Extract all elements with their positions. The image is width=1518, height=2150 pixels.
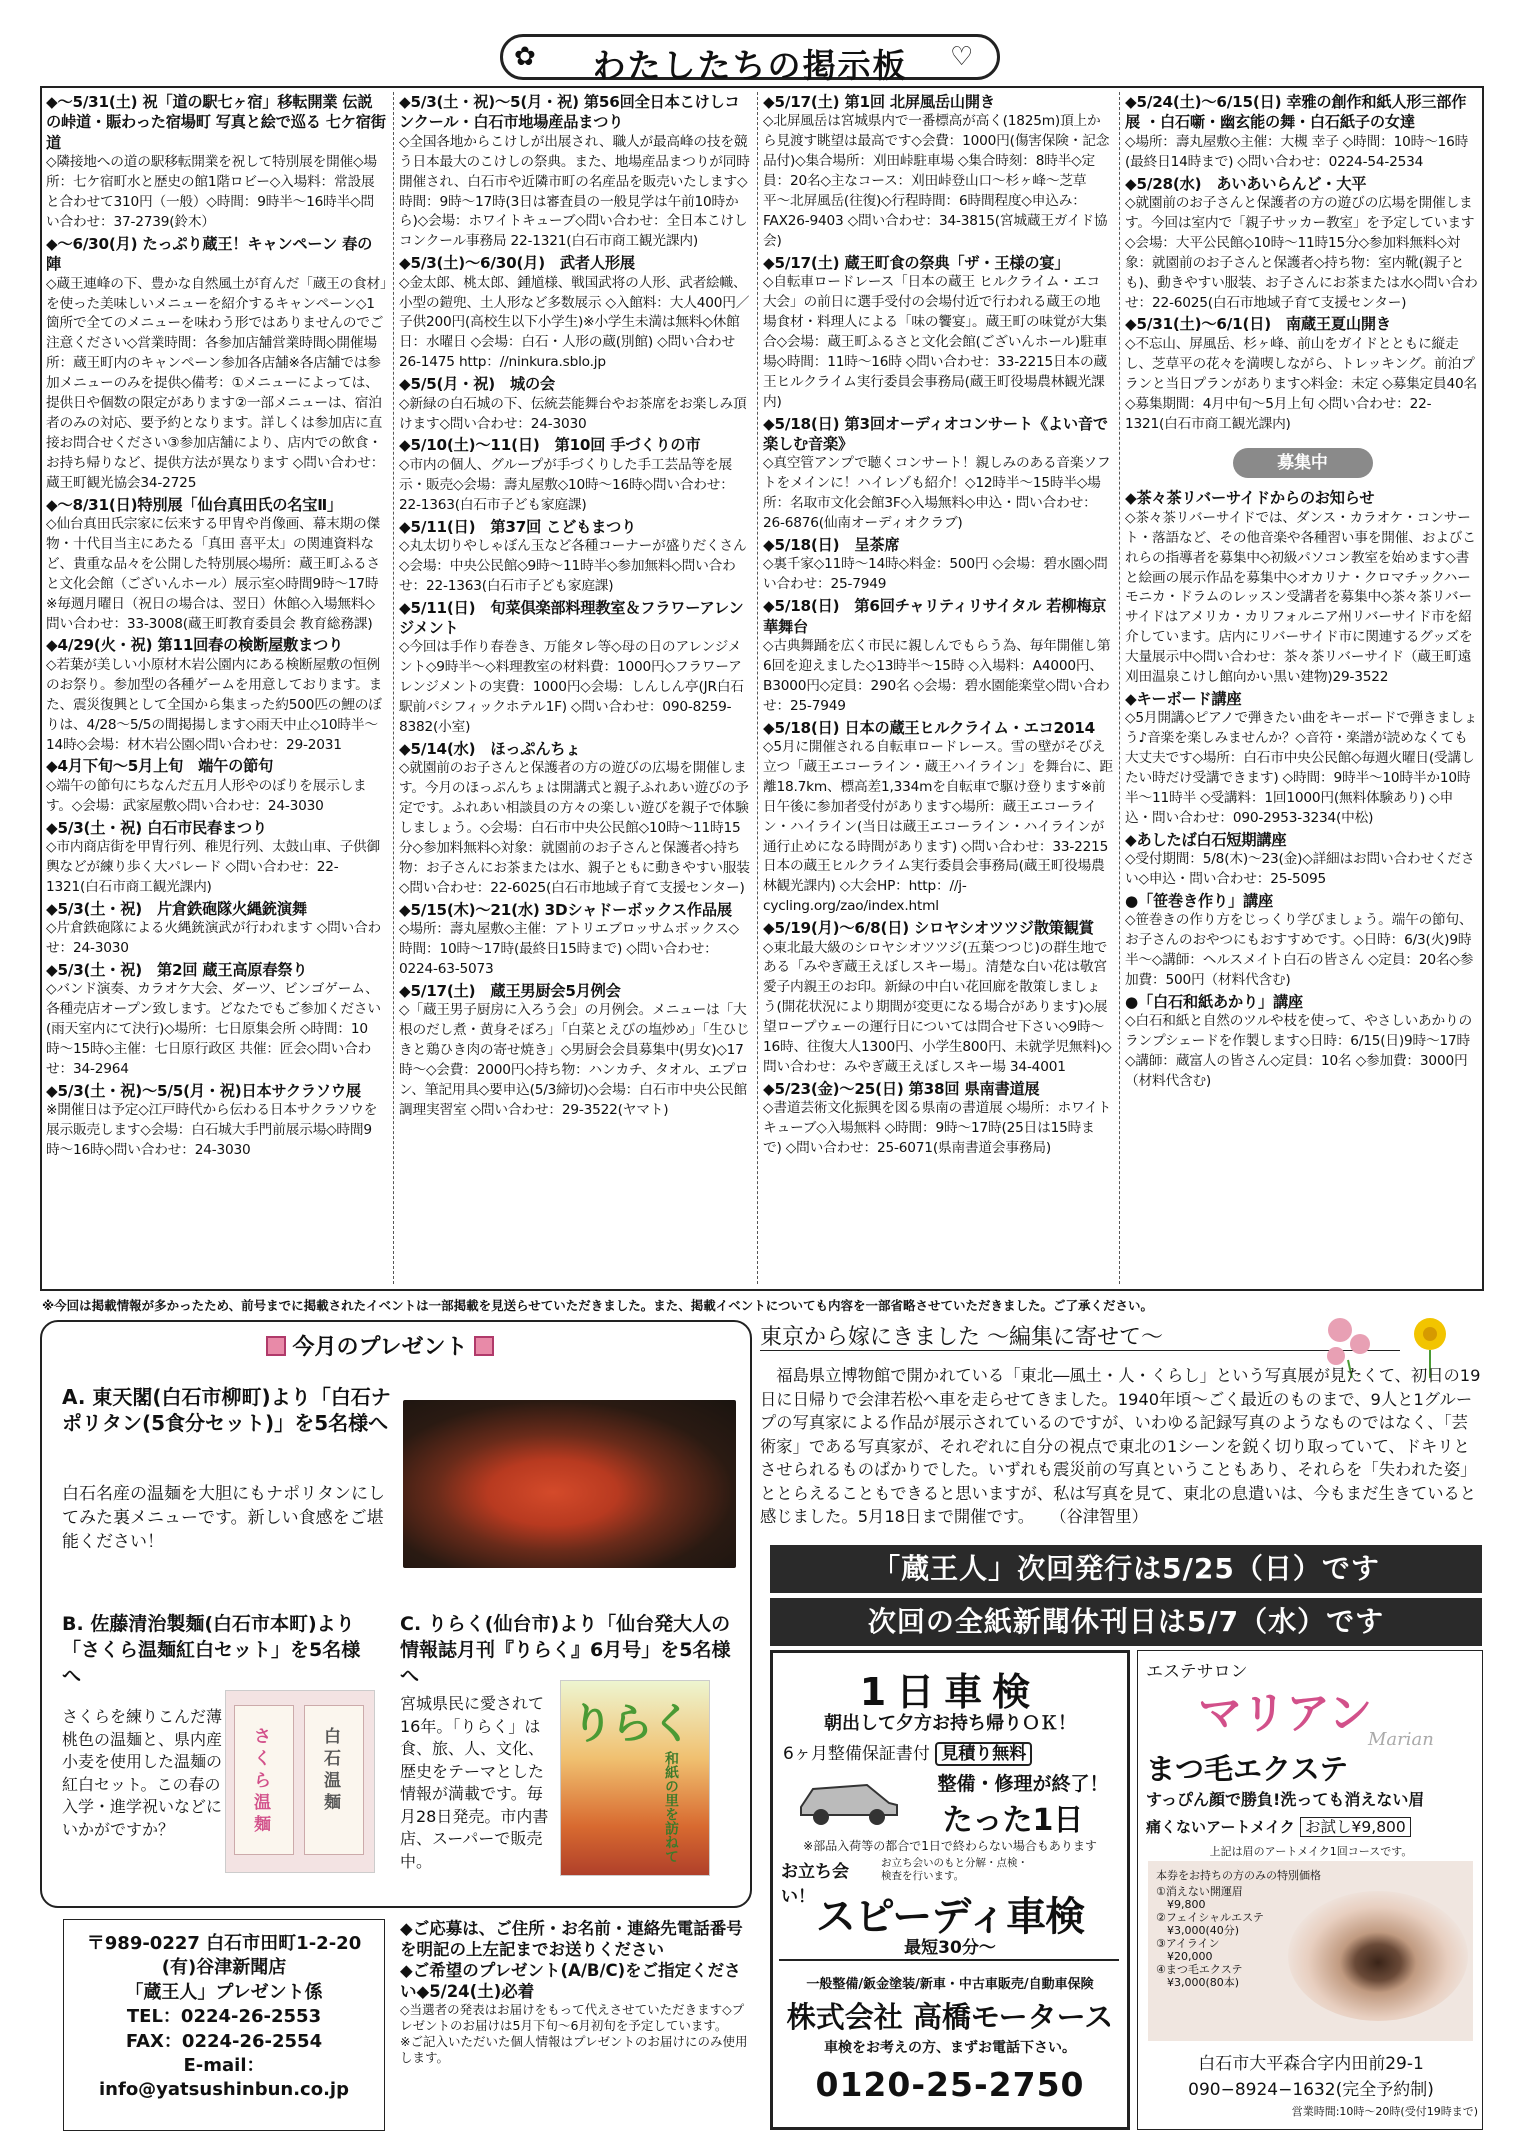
event-body: ◇古典舞踊を広く市民に親しんでもらう為、毎年開催し第6回を迎えました◇13時半〜15時 ◇入場料：A4000円、B3000円◇定員：290名 ◇会場：碧水園能楽堂◇問い合わせ：25-7949 (763, 637, 1111, 714)
event-item (399, 900, 751, 980)
event-item (399, 92, 751, 252)
event-body: ◇場所：壽丸屋敷◇主催：大槻 幸子 ◇時間：10時〜16時(最終日14時まで) ◇問い合わせ：0224-54-2534 (1125, 133, 1469, 170)
ad-headline: スピーディ車検 (815, 1894, 1085, 1940)
gift-icon (266, 1336, 286, 1356)
event-title: ◆4月下旬〜5月上旬 端午の節句 (46, 757, 274, 776)
event-body: ◇就園前のお子さんと保護者の方の遊びの広場を開催します。今回は室内で「親子サッカー教室」を予定しています◇会場：大平公民館◇10時〜11時15分◇参加料無料◇対象：就園前のお子さんと保護者◇持ち物：室内靴(親子とも)、動きやすい服装、お子さんにお茶または水◇問い合わせ：22-6025(白石市地域子育て支援センター) (1125, 195, 1478, 311)
price-item: ①消えない開運眉 (1156, 1885, 1243, 1898)
event-title: ◆5/3(土・祝)〜5/5(月・祝)日本サクラソウ展 (46, 1081, 361, 1100)
event-body: ◇市内の個人、グループが手づくりした手工芸品等を展示・販売◇会場：壽丸屋敷◇10時〜16時◇問い合わせ：22-1363(白石市子ども家庭課) (399, 456, 734, 513)
event-title: ◆5/31(土)〜6/1(日) 南蔵王夏山開き (1125, 315, 1391, 334)
event-item (1125, 314, 1480, 434)
flower-icon: ✿ (514, 42, 536, 72)
ad-text: ※部品入荷等の都合で1日で終わらない場合もあります (803, 1839, 1097, 1853)
event-body: ◇今回は手作り春巻き、万能タレ等◇母の日のアレンジメント◇9時半〜◇料理教室の材料費：1000円◇フラワーアレンジメントの実費：1000円◇会場：しんしん亭(JR白石駅前パシフィックホテル1F) ◇問い合わせ：090-8259-8382(小室) (399, 639, 744, 736)
event-item (1125, 891, 1480, 991)
ad-text: エステサロン (1146, 1662, 1248, 1682)
price-item: ③アイライン (1156, 1937, 1220, 1950)
event-title: ◆5/3(土・祝) 第2回 蔵王高原春祭り (46, 960, 308, 979)
editorial-body: 福島県立博物館で開かれている「東北―風土・人・くらし」という写真展が見たくて、初日の19日に日帰りで会津若松へ車を走らせてきました。1940年頃〜ごく最近のものまで、9人と1グループの写真家による作品が展示されているのですが、いわゆる記録写真のようなものではなく、「芸術家」である写真家が、それぞれに自分の視点で東北の1シーンを鋭く切り取っていて、ドキリとさせられるものばかりでした。いずれも震災前の写真ということもあり、それらを「失われた姿」ととらえることもできると思いますが、私は写真を見て、東北の息遣いは、今もまだ生きていると感じました。5月18日まで開催です。 （谷津智里） (760, 1366, 1481, 1526)
eye-image (1288, 1891, 1468, 2021)
event-body: ◇新緑の白石城の下、伝統芸能舞台やお茶席をお楽しみ頂けます◇問い合わせ：24-3030 (399, 395, 747, 432)
column-divider (393, 92, 394, 1284)
salon-address: 白石市大平森合字内田前29-1 (1198, 2054, 1424, 2074)
event-item (1125, 92, 1480, 173)
event-item (1125, 992, 1480, 1092)
event-title: ◆キーボード講座 (1125, 689, 1242, 708)
present-a-title: A. 東天閣(白石市柳町)より「白石ナポリタン(5食分セット)」を5名様へ (62, 1385, 391, 1435)
event-title: ◆茶々茶リバーサイドからのお知らせ (1125, 489, 1375, 508)
event-item (46, 960, 387, 1080)
address-email[interactable]: E-mail：info@yatsushinbun.co.jp (99, 2055, 349, 2101)
event-body: ◇片倉鉄砲隊による火縄銃演武が行われます ◇問い合わせ：24-3030 (46, 920, 382, 957)
event-body: ◇若葉が美しい小原材木岩公園内にある検断屋敷の恒例のお祭り。参加型の各種ゲームを用意しております。また、震災復興として全国から集まった約500匹の鯉のぼりは、4/28〜5/5の間掲揚します◇雨天中止◇10時半〜14時◇会場：材木岩公園◇問い合わせ：29-2031 (46, 656, 383, 753)
event-item (399, 253, 751, 373)
event-body: ◇蔵王連峰の下、豊かな自然風土が育んだ「蔵王の食材」を使った美味しいメニューを紹介するキャンペーン◇1箇所で全てのメニューを味わう形ではありませんのでご注意ください◇営業時間：各参加店舗営業時間◇開催場所：蔵王町内のキャンペーン参加各店舗※各店舗では参加メニューのみを提供◇備考：①メニューによっては、提供日や個数の限定があります②一部メニューは、宿泊者のみの対応、要予約となります。詳しくは参加店に直接お問合せください③参加店舗により、店内での飲食・お持ち帰りなど、提供方法が異なります ◇問い合わせ：蔵王町観光協会34-2725 (46, 275, 387, 491)
price-item: ②フェイシャルエステ (1156, 1911, 1264, 1924)
event-column-3 (763, 92, 1113, 1284)
event-body: ◇茶々茶リバーサイドでは、ダンス・カラオケ・コンサート・落語など、その他音楽や各種習い事を開催、およびこれらの指導者を募集中◇初級パソコン教室を始めます◇書と絵画の展示作品を募集中◇オカリナ・クロマチックハーモニカ・ドラムのレッスン受講者を募集中◇茶々茶リバーサイドはアメリカ・カリフォルニア州リバーサイド市を紹介しています。店内にリバーサイド市に関連するグッズを大量展示中◇問い合わせ：茶々茶リバーサイド（蔵王町遠刈田温泉こけし館向かい黒い建物)29-3522 (1125, 509, 1476, 686)
event-body: ◇書道芸術文化振興を図る県南の書道展 ◇場所：ホワイトキューブ◇入場無料 ◇時間：9時〜17時(25日は15時まで) ◇問い合わせ：25-6071(県南書道会事務局) (763, 1100, 1112, 1157)
address-tel: TEL：0224-26-2553 (126, 2006, 322, 2028)
event-body: ◇金太郎、桃太郎、鍾馗様、戦国武将の人形、武者絵幟、小型の鎧兜、土人形など多数展示 ◇入館料：大人400円／子供200円(高校生以下小学生)※小学生未満は無料◇休館日：水曜日 ◇会場：白石・人形の蔵(別館) ◇問い合わせ26-1475 http：//ninkura.sblo.jp (399, 274, 750, 371)
car-icon (793, 1773, 903, 1827)
event-title: ●「笹巻き作り」講座 (1125, 892, 1273, 911)
ad-text: お立ち会いのもと分解・点検・検査を行います。 (881, 1857, 1028, 1882)
event-item (763, 596, 1113, 716)
shaken-ad (770, 1650, 1130, 2130)
event-title: ◆5/18(日) 第3回オーディオコンサート《よい音で楽しむ音楽》 (763, 414, 1108, 453)
event-title: ◆5/3(土・祝) 片倉鉄砲隊火縄銃演舞 (46, 899, 307, 918)
event-body: ◇丸太切りやしゃぼん玉など各種コーナーが盛りだくさん◇会場：中央公民館◇9時〜11時半◇参加無料◇問い合わせ：22-1363(白石市子ども家庭課) (399, 537, 747, 594)
somen-package-photo (225, 1690, 375, 1873)
board-header (500, 30, 1000, 86)
ad-text: 車検をお考えの方、まずお電話下さい。 (824, 2040, 1076, 2056)
event-item (763, 918, 1113, 1078)
event-title: ◆5/15(木)〜21(水) 3Dシャドーボックス作品展 (399, 900, 732, 919)
magazine-cover (560, 1680, 710, 1876)
present-b-title: B. 佐藤清治製麺(白石市本町)より「さくら温麺紅白セット」を5名様へ (62, 1613, 361, 1687)
event-title: ◆あしたば白石短期講座 (1125, 830, 1287, 849)
event-title: ◆5/3(土・祝) 白石市民春まつり (46, 818, 267, 837)
ad-text: 整備・修理が終了！ (937, 1773, 1109, 1795)
event-item (763, 1079, 1113, 1159)
event-item (763, 253, 1113, 413)
event-item (46, 234, 387, 494)
present-a-body: 白石名産の温麺を大胆にもナポリタンにしてみた裏メニューです。新しい食感をご堪能ください！ (62, 1484, 385, 1552)
event-column-2 (399, 92, 751, 1284)
event-item (1125, 488, 1480, 688)
ad-text: たった1日 (942, 1803, 1084, 1838)
event-title: ◆5/28(水) あいあいらんど・大平 (1125, 174, 1367, 193)
price-item: ¥20,000 (1156, 1950, 1213, 1963)
event-column-4 (1125, 92, 1480, 1284)
heart-icon: ♡ (950, 42, 974, 72)
salon-phone[interactable]: 090−8924−1632(完全予約制) (1188, 2080, 1434, 2100)
ad-headline: 1日車検 (859, 1670, 1041, 1714)
event-title: ◆5/23(金)〜25(日) 第38回 県南書道展 (763, 1079, 1040, 1098)
event-title: ◆5/3(土・祝)〜5(月・祝) 第56回全日本こけしコンクール・白石市地場産品まつり (399, 93, 740, 132)
gift-icon (474, 1336, 494, 1356)
event-item (399, 435, 751, 515)
magazine-title: りらく (571, 1699, 692, 1748)
event-body: ◇バンド演奏、カラオケ大会、ダーツ、ビンゴゲーム、各種売店オープン致します。どなたでもご参加ください(雨天室内にて決行)◇場所：七日原集会所 ◇時間：10時〜15時◇主催：七日原行政区 共催：匠会◇問い合わせ：34-2964 (46, 981, 381, 1077)
event-title: ◆4/29(火・祝) 第11回春の検断屋敷まつり (46, 636, 344, 655)
apply-note: ◇当選者の発表はお届けをもって代えさせていただきます◇プレゼントのお届けは5月下旬〜6月初旬を予定しています。 (400, 2002, 745, 2033)
event-item (399, 517, 751, 597)
event-body: ◇5月開講◇ピアノで弾きたい曲をキーボードで弾きましょう♪音楽を楽しみませんか？◇音符・楽譜が読めなくても大丈夫です◇場所：白石市中央公民館◇毎週火曜日(受講したい時だけ受講できます) ◇時間：9時半〜10時半か10時半〜11時半 ◇受講料：1回1000円(無料体験あり) ◇申込・問い合わせ：090-2953-3234(中松) (1125, 710, 1478, 826)
salon-hours: 営業時間:10時〜20時(受付19時まで) (1291, 2105, 1478, 2118)
price-item: ④まつ毛エクステ (1156, 1963, 1243, 1976)
event-item (763, 414, 1113, 534)
ad-text: 一般整備/鈑金塗装/新車・中古車販売/自動車保険 (806, 1977, 1094, 1992)
event-title: ◆5/11(日) 第37回 こどもまつり (399, 517, 637, 536)
column-divider (757, 92, 758, 1284)
event-item (46, 756, 387, 816)
event-title: ◆〜6/30(月) たっぷり蔵王！キャンペーン 春の陣 (46, 234, 373, 274)
event-item (399, 739, 751, 899)
present-c-body: 宮城県民に愛されて16年。「りらく」は食、旅、人、文化、歴史をテーマとした情報が満載です。毎月28日発売。市内書店、スーパーで販売中。 (400, 1694, 549, 1871)
magazine-subtitle: 和紙の里を訪ねて (663, 1751, 679, 1863)
event-body: ◇自転車ロードレース「日本の蔵王 ヒルクライム・エコ大会」の前日に選手受付の会場付近で行われる蔵王の地場食材・料理人による「味の饗宴」。蔵王町の味覚が大集合◇会場：蔵王町ふるさと文化会館(ございんホール)駐車場◇時間：11時〜16時 ◇問い合わせ：33-2215日本の蔵王ヒルクライム実行委員会事務局(蔵王町役場農林観光課内) (763, 274, 1108, 410)
ad-text: お立ち会い！ (781, 1862, 849, 1907)
event-item (1125, 174, 1480, 314)
event-body: ◇不忘山、屏風岳、杉ヶ峰、前山をガイドとともに縦走し、芝草平の花々を満喫しながら、トレッキング。前泊プランと当日プランがあります◇料金：未定 ◇募集定員40名◇募集期間：4月中旬〜5月上旬 ◇問い合わせ：22-1321(白石市商工観光課内) (1125, 335, 1478, 432)
event-body: ◇笹巻きの作り方をじっくり学びましょう。端午の節句、お子さんのおやつにもおすすめです。◇日時：6/3(火)9時半〜◇講師：ヘルスメイト白石の皆さん ◇定員：20名◇参加費：500円（材料代含む) (1125, 912, 1474, 989)
event-item (46, 92, 387, 233)
ad-company: 株式会社 高橋モータース (786, 2000, 1114, 2034)
event-title: ◆5/24(土)〜6/15(日) 幸雅の創作和紙人形三部作展 ・白石噺・幽玄能の舞・白石紙子の女達 (1125, 93, 1467, 132)
eyelash-photo: 本券をお持ちの方のみの特別価格 ①消えない開運眉 ¥9,800 ②フェイシャルエステ ¥3,000(40分) ③アイライン ¥20,000 ④まつ毛エクステ ¥3,000(80本) (1148, 1861, 1473, 2041)
event-title: ◆5/18(日) 第6回チャリティリサイタル 若柳梅京華舞台 (763, 597, 1107, 636)
notice-text: ※今回は掲載情報が多かったため、前号までに掲載されたイベントは一部掲載を見送らせていただきました。また、掲載イベントについても内容を一部省略させていただきました。ご了承ください。 (42, 1298, 1154, 1313)
ad-headline: まつ毛エクステ (1146, 1752, 1349, 1786)
event-body: ◇場所：壽丸屋敷◇主催：アトリエブロッサムボックス◇時間：10時〜17時(最終日15時まで) ◇問い合わせ：0224-63-5073 (399, 921, 739, 977)
event-body: ◇端午の節句にちなんだ五月人形やのぼりを展示します。◇会場：武家屋敷◇問い合わせ：24-3030 (46, 777, 367, 814)
event-title: ◆5/14(水) ほっぷんちょ (399, 740, 581, 758)
ad-text: 朝出して夕方お持ち帰りＯＫ！ (824, 1713, 1076, 1734)
event-body: ◇白石和紙と自然のツルや枝を使って、やさしいあかりのランプシェードを作製します◇日時：6/15(日)9時〜17時◇講師：蔵富人の皆さん◇定員：10名 ◇参加費：3000円（材料代含む) (1125, 1013, 1472, 1090)
event-item (1125, 689, 1480, 829)
event-item (46, 495, 387, 635)
event-title: ●「白石和紙あかり」講座 (1125, 993, 1303, 1012)
event-title: ◆5/18(日) 呈茶席 (763, 535, 900, 554)
ad-text: 痛くないアートメイク お試し¥9,800 (1146, 1815, 1476, 1837)
event-item (399, 598, 751, 738)
apply-instructions (400, 1918, 750, 2066)
address-company: (有)谷津新聞店 (161, 1957, 287, 1979)
event-title: ◆5/18(日) 日本の蔵王ヒルクライム・エコ2014 (763, 718, 1096, 737)
price-item: ¥3,000(80本) (1156, 1976, 1240, 1989)
apply-line: ◆ご希望のプレゼント(A/B/C)をご指定ください◆5/24(土)必着 (400, 1961, 741, 2001)
event-title: ◆5/17(土) 蔵王男厨会5月例会 (399, 981, 621, 1000)
event-title: ◆5/10(土)〜11(日) 第10回 手づくりの市 (399, 436, 701, 455)
event-body: ◇仙台真田氏宗家に伝来する甲冑や肖像画、幕末期の傑物・十代目当主にあたる「真田 喜平太」の関連資料など、貴重な品々を公開した特別展◇場所：蔵王町ふるさと文化会館（ございんホール）展示室◇時間9時〜17時 ※毎週月曜日（祝日の場合は、翌日）休館◇入場無料◇問い合わせ：33-3008(蔵王町教育委員会 教育総務課) (46, 516, 381, 632)
ad-text: 最短30分〜 (904, 1938, 996, 1958)
editorial-header: 東京から嫁にきました 〜編集に寄せて〜 (760, 1320, 1400, 1354)
event-item (46, 1081, 387, 1161)
event-body: ◇真空管アンプで聴くコンサート！親しみのある音楽ソフトをメインに！ハイレゾも紹介！◇12時半〜15時半◇場所：名取市文化会館3F◇入場無料◇申込・問い合わせ：26-6876(仙南オーディオクラブ) (763, 455, 1111, 532)
ad-text: すっぴん顔で勝負!洗っても消えない眉 (1146, 1790, 1425, 1809)
event-body: ◇「蔵王男子厨房に入ろう会」の月例会。メニューは「大根のだし煮・黄身そぼろ」「白菜とえびの塩炒め」「生ひじきと鶏ひき肉の寄せ焼き」◇男厨会会員募集中(男女)◇17時〜◇会費：2000円◇持ち物：ハンカチ、タオル、エプロン、筆記用具◇要申込(5/3締切)◇会場：白石市中央公民館調理実習室 ◇問い合わせ：29-3522(ヤマト) (399, 1002, 750, 1118)
price-item: ¥3,000(40分) (1156, 1924, 1240, 1937)
ad-phone[interactable]: 0120-25-2750 (815, 2065, 1085, 2104)
salon-ad (1137, 1650, 1483, 2130)
event-body: ◇裏千家◇11時〜14時◇料金：500円 ◇会場：碧水園◇問い合わせ：25-7949 (763, 556, 1108, 593)
holiday-bar: 次回の全紙新聞休刊日は5/7（水）です (770, 1598, 1482, 1646)
event-item (46, 818, 387, 898)
address-zip: 〒989-0227 白石市田町1-2-20 (86, 1933, 362, 1954)
event-title: ◆5/17(土) 蔵王町食の祭典「ザ・王様の宴」 (763, 253, 1070, 272)
next-issue-bar: 「蔵王人」次回発行は5/25（日）です (770, 1545, 1482, 1593)
package-label: さくら温麺 (254, 1727, 271, 1835)
package-label: 白石温麺 (324, 1727, 341, 1813)
event-item (1125, 830, 1480, 890)
present-title: 今月のプレゼント (240, 1330, 520, 1361)
event-body: ※開催日は予定◇江戸時代から伝わる日本サクラソウを展示販売します◇会場：白石城大手門前展示場◇時間9時〜16時◇問い合わせ：24-3030 (46, 1102, 378, 1159)
event-body: ◇受付期間：5/8(木)〜23(金)◇詳細はお問い合わせください◇申込・問い合わせ：25-5095 (1125, 851, 1475, 888)
event-title: ◆5/5(月・祝) 城の会 (399, 375, 555, 394)
salon-name: マリアン (1198, 1688, 1373, 1739)
apply-note: ※ご記入いただいた個人情報はプレゼントのお届けにのみ使用します。 (400, 2034, 748, 2065)
event-title: ◆〜8/31(日)特別展「仙台真田氏の名宝Ⅱ」 (46, 495, 343, 514)
event-title: ◆5/19(月)〜6/8(日) シロヤシオツツジ散策観賞 (763, 919, 1094, 938)
address-dept: 「蔵王人」プレゼント係 (125, 1981, 323, 2003)
napolitan-photo (403, 1400, 736, 1568)
recruit-heading: 募集中 (1233, 448, 1373, 478)
present-c-title: C. りらく(仙台市)より「仙台発大人の情報誌月刊『りらく』6月号」を5名様へ (400, 1613, 731, 1687)
event-item (46, 899, 387, 959)
event-title: ◆5/17(土) 第1回 北屏風岳山開き (763, 93, 995, 111)
event-body: ◇就園前のお子さんと保護者の方の遊びの広場を開催します。今月のほっぷんちょは開講式と親子ふれあい遊びの予定です。ふれあい相談員の方々の楽しい遊びを親子で体験しましょう。◇会場：白石市中央公民館◇10時〜11時15分◇参加料無料◇対象：就園前のお子さんと保護者◇持ち物：お子さんにお茶または水、親子ともに動きやすい服装◇問い合わせ：22-6025(白石市地域子育て支援センター) (399, 760, 750, 896)
event-item (399, 374, 751, 434)
event-body: ◇東北最大級のシロヤシオツツジ(五葉つつじ)の群生地である「みやぎ蔵王えぼしスキー場」。清楚な白い花は敬宮愛子内親王のお印。新緑の中白い花回廊を散策しましょう(開花状況により期間が変更になる場合があります)◇展望ロープウェーの運行日については問合せ下さい◇9時〜16時、往復大人1300円、小学生800円、未就学児無料)◇問い合わせ：みやぎ蔵王えぼしスキー場 34-4001 (763, 939, 1112, 1075)
page-title: わたしたちの掲示板 (592, 46, 908, 85)
event-body: ◇5月に開催される自転車ロードレース。雪の壁がそびえ立つ「蔵王エコーライン・蔵王ハイライン」を舞台に、距離18.7km、標高差1,334mを自転車で駆け登ります※前日午後に参加者受付があります◇場所：蔵王エコーライン・ハイライン(当日は蔵王エコーライン・ハイラインが通行止めになる時間があります) ◇問い合わせ：33-2215日本の蔵王ヒルクライム実行委員会事務局(蔵王町役場農林観光課内) ◇大会HP：http：//j-cycling.org/zao/index.html (763, 739, 1113, 915)
column-divider (1119, 92, 1120, 1284)
ad-text: 6ヶ月整備保証書付 見積り無料 (783, 1739, 1123, 1764)
salon-name-en: Marian (1368, 1729, 1434, 1750)
event-body: ◇隣接地への道の駅移転開業を祝して特別展を開催◇場所：七ケ宿町水と歴史の館1階ロビー◇入場料：常設展と合わせて310円（一般）◇時間：9時半〜16時半◇問い合わせ：37-2739(鈴木） (46, 154, 377, 230)
event-body: ◇市内商店街を甲冑行列、稚児行列、太鼓山車、子供御輿などが練り歩く大パレード ◇問い合わせ：22-1321(白石市商工観光課内) (46, 839, 381, 895)
ad-text: 上記は眉のアートメイク1回コースです。 (1209, 1845, 1413, 1858)
event-item (763, 535, 1113, 595)
event-body: ◇全国各地からこけしが出展され、職人が最高峰の技を競う日本最大のこけしの祭典。また、地場産品まつりが同時開催され、白石市や近隣市町の名産品を販売いたします◇時間：9時〜17時(3日は審査員の一般見学は午前10時から)◇会場：ホワイトキューブ◇問い合わせ：全日本こけしコンクール事務局 22-1321(白石市商工観光課内) (399, 133, 750, 250)
event-item (763, 718, 1113, 918)
event-item (399, 981, 751, 1121)
event-title: ◆5/11(日) 旬菜倶楽部料理教室＆フラワーアレンジメント (399, 598, 744, 638)
event-title: ◆5/3(土)〜6/30(月) 武者人形展 (399, 254, 635, 273)
event-item (763, 92, 1113, 252)
event-body: ◇北屏風岳は宮城県内で一番標高が高く(1825m)頂上から見渡す眺望は最高です◇会費：1000円(傷害保険・記念品付)◇集合場所：刈田峠駐車場 ◇集合時刻：8時半◇定員：20名◇主なコース：刈田峠登山口〜杉ヶ峰〜芝草平〜北屏風岳(往復)◇行程時間：6時間程度◇申込み：FAX26-9403 ◇問い合わせ：34-3815(宮城蔵王ガイド協会) (763, 113, 1110, 249)
address-box (63, 1919, 385, 2131)
price-item: ¥9,800 (1156, 1898, 1206, 1911)
address-fax: FAX：0224-26-2554 (125, 2030, 323, 2052)
apply-line: ◆ご応募は、ご住所・お名前・連絡先電話番号を明記の上左記までお送りください (400, 1919, 743, 1959)
price-list (1156, 1885, 1264, 1989)
present-b-body: さくらを練りこんだ薄桃色の温麺と、県内産小麦を使用した温麺の紅白セット。この春の入学・進学祝いなどにいかがですか？ (62, 1707, 223, 1839)
event-item (46, 635, 387, 755)
event-column-1 (46, 92, 387, 1284)
event-title: ◆〜5/31(土) 祝「道の駅七ヶ宿」移転開業 伝説の峠道・賑わった宿場町 写真と絵で巡る 七ケ宿街道 (46, 93, 386, 152)
